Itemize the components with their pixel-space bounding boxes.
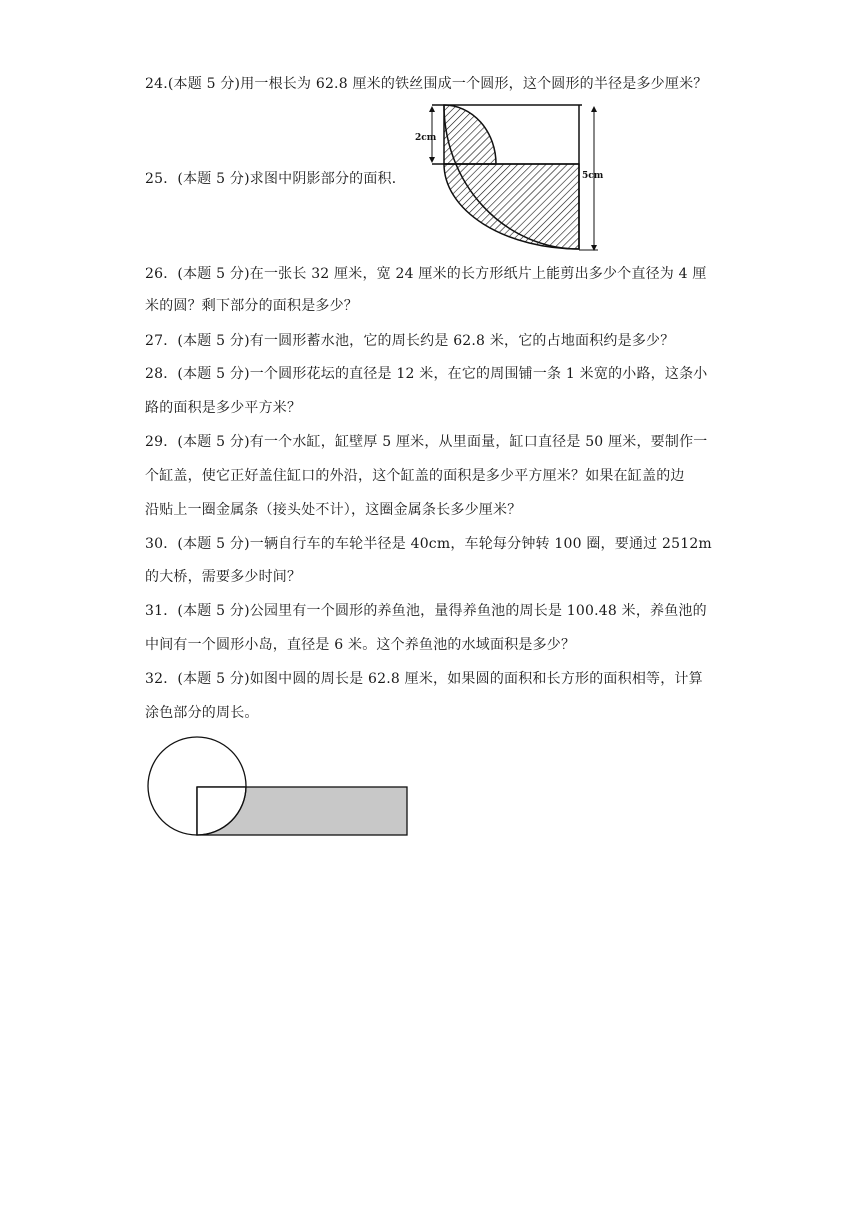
question-32-line-2: 涂色部分的周长。 xyxy=(145,705,259,721)
question-30-line-1: 30．(本题 5 分)一辆自行车的车轮半径是 40cm，车轮每分钟转 100 圈，要通过 2512m xyxy=(145,536,712,552)
label-2cm: 2cm xyxy=(415,133,437,143)
question-31-line-2: 中间有一个圆形小岛，直径是 6 米。这个养鱼池的水域面积是多少？ xyxy=(145,637,576,653)
question-28-line-2: 路的面积是多少平方米？ xyxy=(145,400,302,416)
circle-rectangle-figure-32 xyxy=(140,730,420,842)
question-30-line-2: 的大桥，需要多少时间？ xyxy=(145,569,302,585)
question-24-line-1: 24.(本题 5 分)用一根长为 62.8 厘米的铁丝围成一个圆形，这个圆形的半径是多少厘米？ xyxy=(145,76,708,92)
question-29-line-1: 29．(本题 5 分)有一个水缸，缸壁厚 5 厘米，从里面量，缸口直径是 50 厘米，要制作一 xyxy=(145,434,708,450)
question-32-line-1: 32．(本题 5 分)如图中圆的周长是 62.8 厘米，如果圆的面积和长方形的面积相等，计算 xyxy=(145,671,703,687)
question-29-line-3: 沿贴上一圈金属条（接头处不计），这圈金属条长多少厘米？ xyxy=(145,502,522,518)
large-quarter-circle-shade xyxy=(444,164,579,249)
question-27-line-1: 27．(本题 5 分)有一圆形蓄水池，它的周长约是 62.8 米，它的占地面积约是多少？ xyxy=(145,333,675,349)
question-25-line-1: 25．(本题 5 分)求图中阴影部分的面积． xyxy=(145,171,406,187)
question-28-line-1: 28．(本题 5 分)一个圆形花坛的直径是 12 米，在它的周围铺一条 1 米宽的小路，这条小 xyxy=(145,366,708,382)
label-5cm: 5cm xyxy=(582,171,604,181)
question-26-line-1: 26．(本题 5 分)在一张长 32 厘米，宽 24 厘米的长方形纸片上能剪出多少个直径为 4 厘 xyxy=(145,266,707,282)
question-31-line-1: 31．(本题 5 分)公园里有一个圆形的养鱼池，量得养鱼池的周长是 100.48 米，养鱼池的 xyxy=(145,603,707,619)
shaded-area-figure-25 xyxy=(412,100,612,258)
question-26-line-2: 米的圆？剩下部分的面积是多少？ xyxy=(145,298,358,314)
question-29-line-2: 个缸盖，使它正好盖住缸口的外沿，这个缸盖的面积是多少平方厘米？如果在缸盖的边 xyxy=(145,468,685,484)
